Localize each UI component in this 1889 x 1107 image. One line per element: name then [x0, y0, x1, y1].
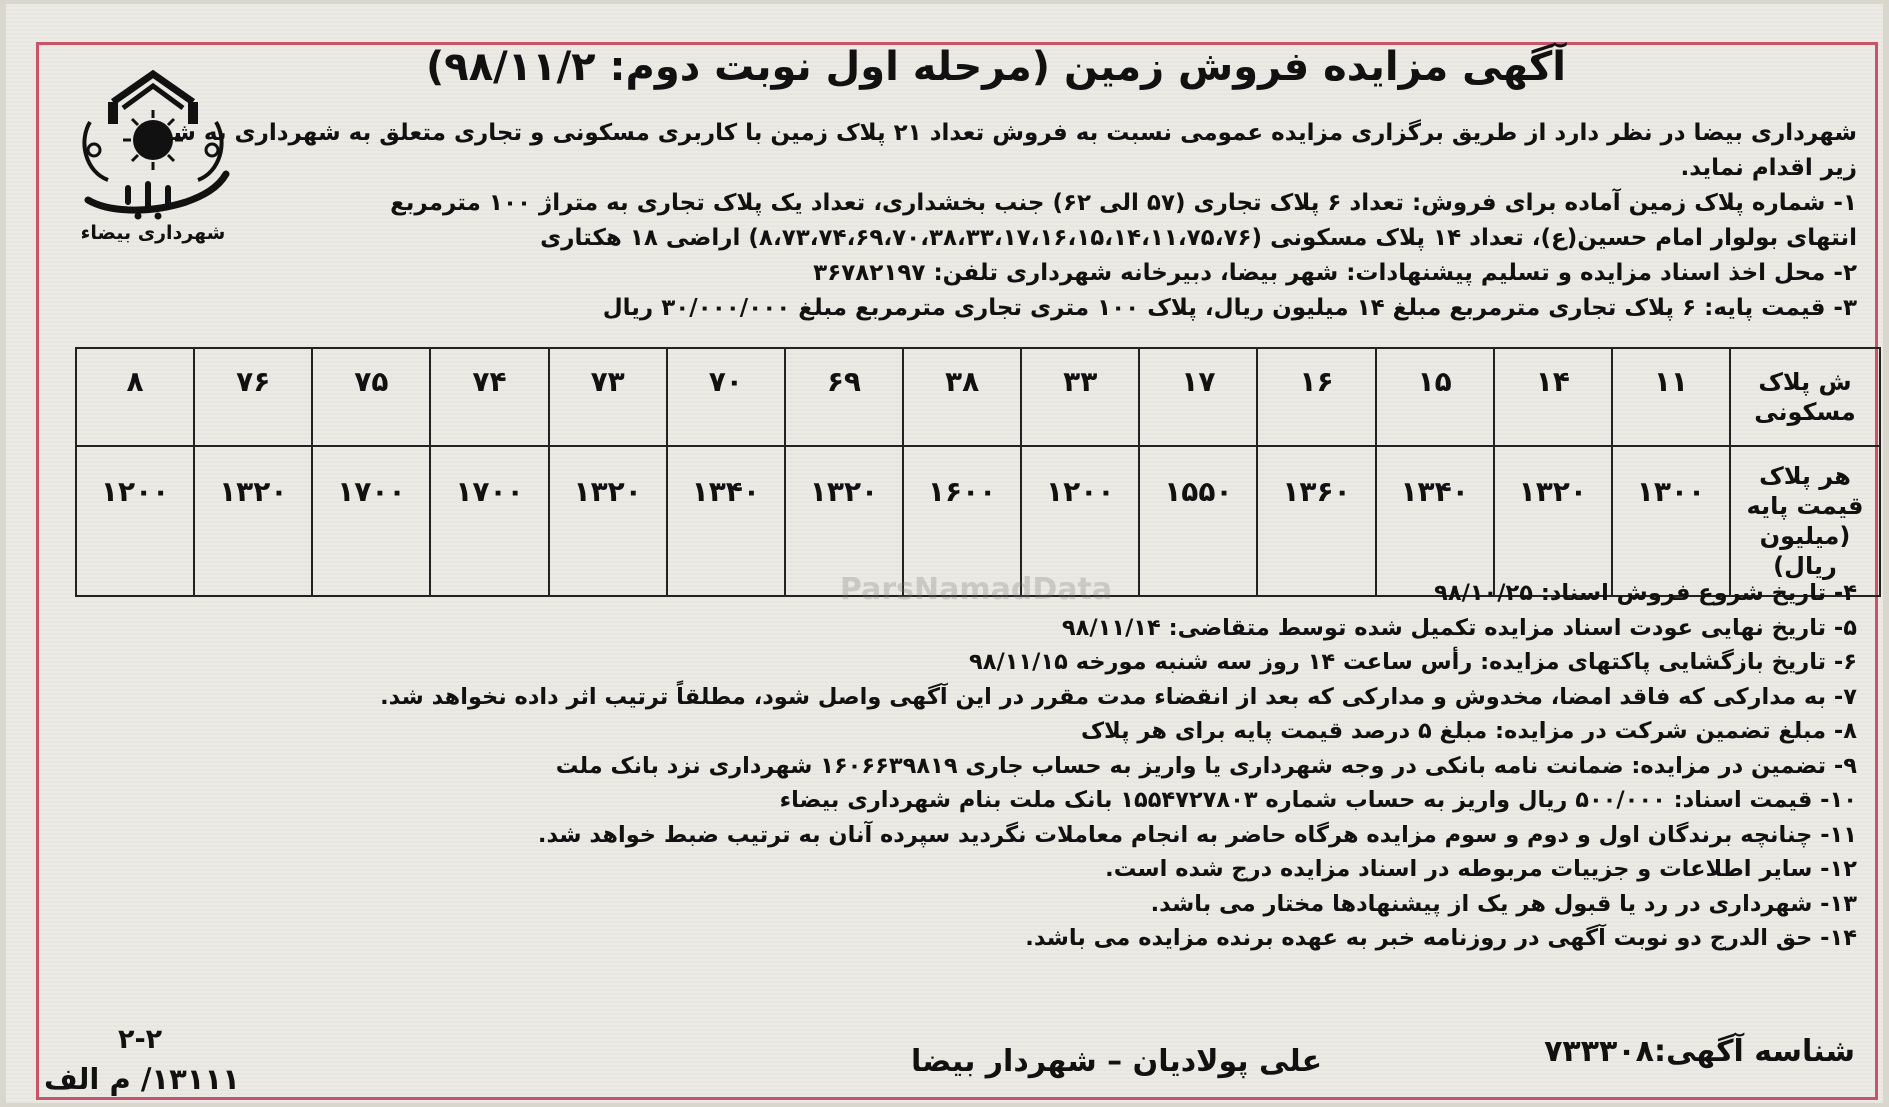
condition-item: ۷- به مدارکی که فاقد امضا، مخدوش و مدارکی که بعد از انقضاء مدت مقرر در این آگهی واصل شود، مطلقاً ترتیب اثر داده نخواهد شد.	[380, 683, 1857, 710]
plate-header: ش پلاک مسکونی	[1730, 348, 1880, 446]
price-cell: ۱۳۲۰	[194, 446, 312, 596]
municipality-logo	[68, 62, 238, 252]
plate-cell: ۳۳	[1021, 348, 1139, 446]
ad-number: ۱۳۱۱۱/ م الف	[44, 1062, 240, 1096]
newspaper-clipping	[6, 4, 1883, 1103]
plate-cell: ۶۹	[785, 348, 903, 446]
plate-cell: ۱۵	[1376, 348, 1494, 446]
intro-line-2: زیر اقدام نماید.	[1680, 155, 1857, 181]
condition-item: ۱۲- سایر اطلاعات و جزییات مربوطه در اسناد مزایده درج شده است.	[1105, 856, 1857, 882]
plate-cell: ۱۱	[1612, 348, 1730, 446]
price-cell: ۱۳۶۰	[1257, 446, 1375, 596]
intro-line-1: شهرداری بیضا در نظر دارد از طریق برگزاری مزایده عمومی نسبت به فروش تعداد ۲۱ پلاک زمین با کاربری مسکونی و تجاری متعلق به شهرداری به شرح	[142, 120, 1857, 146]
plate-cell: ۸	[76, 348, 194, 446]
plate-cell: ۷۳	[549, 348, 667, 446]
price-cell: ۱۷۰۰	[312, 446, 430, 596]
section-1-line-1: ۱- شماره پلاک زمین آماده برای فروش: تعداد ۶ پلاک تجاری (۵۷ الی ۶۲) جنب بخشداری، تعداد یک پلاک تجاری به متراژ ۱۰۰ مترمربع	[390, 190, 1857, 216]
plate-cell: ۷۰	[667, 348, 785, 446]
condition-item: ۱۱- چنانچه برندگان اول و دوم و سوم مزایده هرگاه حاضر به انجام معاملات نگردید سپرده آنان به ترتیب ضبط خواهد شد.	[537, 821, 1857, 848]
condition-item: ۶- تاریخ بازگشایی پاکتهای مزایده: رأس ساعت ۱۴ روز سه شنبه مورخه ۹۸/۱۱/۱۵	[969, 649, 1857, 675]
plate-cell: ۷۴	[430, 348, 548, 446]
section-3: ۳- قیمت پایه: ۶ پلاک تجاری مترمربع مبلغ ۱۴ میلیون ریال، پلاک ۱۰۰ متری تجاری مترمربع مبلغ ۳۰/۰۰۰/۰۰۰ ریال	[602, 295, 1857, 321]
price-cell: ۱۲۰۰	[1021, 446, 1139, 596]
plate-cell: ۳۸	[903, 348, 1021, 446]
condition-item: ۸- مبلغ تضمین شرکت در مزایده: مبلغ ۵ درصد قیمت پایه برای هر پلاک	[1080, 718, 1857, 744]
price-cell: ۱۳۴۰	[1376, 446, 1494, 596]
condition-item: ۴- تاریخ شروع فروش اسناد: ۹۸/۱۰/۲۵	[1434, 580, 1857, 606]
plate-row	[76, 348, 1880, 446]
price-cell: ۱۳۴۰	[667, 446, 785, 596]
ad-id: شناسه آگهی:۷۳۳۳۰۸	[1544, 1034, 1855, 1069]
plate-cell: ۱۴	[1494, 348, 1612, 446]
condition-item: ۱۳- شهرداری در رد یا قبول هر یک از پیشنهادها مختار می باشد.	[1150, 890, 1857, 917]
plate-cell: ۷۵	[312, 348, 430, 446]
condition-item: ۵- تاریخ نهایی عودت اسناد مزایده تکمیل شده توسط متقاضی: ۹۸/۱۱/۱۴	[1061, 614, 1857, 641]
watermark: ParsNamadData	[839, 572, 1113, 607]
section-2: ۲- محل اخذ اسناد مزایده و تسلیم پیشنهادات: شهر بیضا، دبیرخانه شهرداری تلفن: ۳۶۷۸۲۱۹۷	[813, 260, 1857, 286]
price-cell: ۱۵۵۰	[1139, 446, 1257, 596]
price-cell: ۱۳۲۰	[549, 446, 667, 596]
ad-title: آگهی مزایده فروش زمین (مرحله اول نوبت دوم: ۹۸/۱۱/۲)	[426, 44, 1566, 90]
section-1-line-2: انتهای بولوار امام حسین(ع)، تعداد ۱۴ پلاک مسکونی (۸،۷۳،۷۴،۶۹،۷۰،۳۸،۳۳،۱۷،۱۶،۱۵،۱۴،۱۱،۷۵،۷۶) اراضی ۱۸ هکتاری	[540, 225, 1857, 251]
logo-caption: شهرداری بیضاء	[80, 222, 226, 244]
conditions-list	[106, 576, 1857, 956]
condition-item: ۱۴- حق الدرج دو نوبت آگهی در روزنامه خبر به عهده برنده مزایده می باشد.	[1025, 925, 1857, 951]
plate-cell: ۱۷	[1139, 348, 1257, 446]
condition-item: ۱۰- قیمت اسناد: ۵۰۰/۰۰۰ ریال واریز به حساب شماره ۱۵۵۴۷۲۷۸۰۳ بانک ملت بنام شهرداری بیضاء	[779, 787, 1857, 813]
price-cell: ۱۷۰۰	[430, 446, 548, 596]
price-table	[75, 347, 1881, 597]
price-header: هر پلاک قیمت پایه (میلیون ریال)	[1730, 446, 1880, 596]
condition-item: ۹- تضمین در مزایده: ضمانت نامه بانکی در وجه شهرداری یا واریز به حساب جاری ۱۶۰۶۶۳۹۸۱۹ شهرداری نزد بانک ملت	[555, 752, 1857, 779]
mayor-signature: علی پولادیان – شهردار بیضا	[911, 1044, 1323, 1079]
price-cell: ۱۶۰۰	[903, 446, 1021, 596]
plate-cell: ۷۶	[194, 348, 312, 446]
price-cell: ۱۳۲۰	[1494, 446, 1612, 596]
price-cell: ۱۳۰۰	[1612, 446, 1730, 596]
price-cell: ۱۲۰۰	[76, 446, 194, 596]
price-cell: ۱۳۲۰	[785, 446, 903, 596]
price-row	[76, 446, 1880, 596]
plate-cell: ۱۶	[1257, 348, 1375, 446]
page-code: ۲-۲	[118, 1024, 163, 1055]
